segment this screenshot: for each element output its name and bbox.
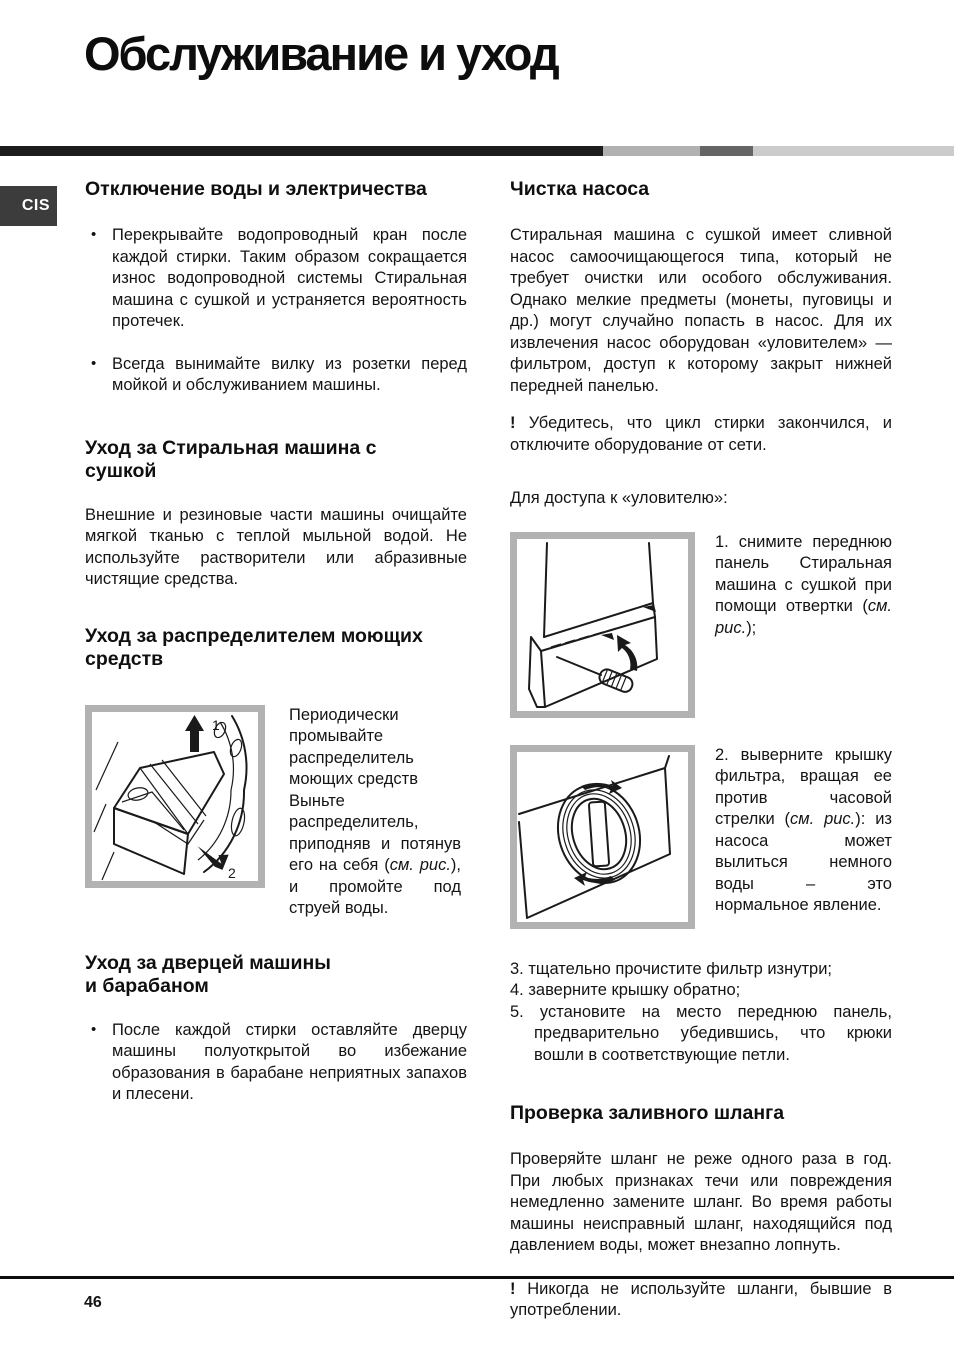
figure-label-2: 2 [228,864,236,881]
pump-warning: ! Убедитесь, что цикл стирки закончился, и отключите оборудование от сети. [510,414,892,454]
bullet-text: После каждой стирки оставляйте дверцу машины полуоткрытой во избежание образования в барабане неприятных запахов и плесени. [112,1020,467,1103]
step2-side-text: 2. выверните крышку фильтра, вращая ее против часовой стрелки (см. рис.): из насоса может вылиться немного воды – это нормальное явление. [715,745,892,914]
section-heading-dispenser-care: Уход за распределителем моющих средств [85,624,423,670]
machine-care-paragraph: Внешние и резиновые части машины очищайте мягкой тканью с теплой мыльной водой. Не используйте растворители или абразивные чистящие средства. [85,505,467,588]
step-item: 3. тщательно прочистите фильтр изнутри; [510,959,833,978]
door-drum-bullets [85,1020,467,1106]
step1-side-text: 1. снимите переднюю панель Стиральная машина с сушкой при помощи отвертки (см. рис.); [715,532,892,637]
filter-cap-figure-row [510,745,892,929]
access-intro: Для доступа к «уловителю»: [510,489,728,507]
up-arrow-icon [190,730,199,752]
seam-arrow-icon [601,633,614,640]
footer-rule [0,1276,954,1279]
step-item: 5. установите на место переднюю панель, предварительно убедившись, что крюки вошли в соответствующие петли. [510,1002,892,1064]
panel-removal-illustration [510,532,695,718]
section-heading-machine-care: Уход за Стиральная машина с сушкой [85,436,377,482]
section-heading-water-power: Отключение воды и электричества [85,178,427,200]
drawer-rim [114,752,224,834]
filter-cap-rings [546,774,653,894]
bullet-text: Всегда вынимайте вилку из розетки перед мойкой и обслуживанием машины. [112,354,467,394]
bullet-glyph: • [91,354,97,372]
accent-bar [0,146,954,156]
dispenser-illustration [85,705,265,888]
section-heading-hose: Проверка заливного шланга [510,1102,785,1124]
filter-cap-illustration [510,745,695,929]
detail-hole [228,737,244,757]
panel-seam [541,603,655,651]
hose-paragraph: Проверяйте шланг не реже одного раза в год. При любых признаках течи или повреждения немедленно замените шланг. Во время работы машины неисправный шланг, находящийся под давлением воды, может внезапно лопнуть. [510,1150,892,1254]
pump-paragraph: Стиральная машина с сушкой имеет сливной насос самоочищающегося типа, который не требует очистки или особого обслуживания. Однако мелкие предметы (монеты, пуговицы и др.) могут случайно попасть в насос. Для их извлечения насос оборудован «уловителем» — фильтром, доступ к которому закрыт нижней передней панелью. [510,226,892,395]
panel-removal-figure-row [510,532,892,718]
bullet-text: Перекрывайте водопроводный кран после каждой стирки. Таким образом сокращается износ водопроводной системы Стиральная машина с сушкой и устраняется вероятность протечек. [112,226,467,330]
plinth-corner [529,637,545,707]
dispenser-drawing [92,712,258,881]
accent-bar-segment [603,146,700,156]
bullet-glyph: • [91,226,97,243]
panel-removal-drawing [517,539,688,711]
accent-bar-segment [700,146,753,156]
drawer-dividers [140,760,206,834]
page-title: Обслуживание и уход [84,27,558,80]
screwdriver-shaft [557,657,601,675]
up-arrow-head [185,715,204,731]
bullet-item [85,1020,467,1106]
door-arc-inner [198,722,233,860]
region-badge: CIS [0,186,57,226]
detail-slot [229,807,247,837]
accent-bar-segment [753,146,954,156]
hose-warning: ! Никогда не используйте шланги, бывшие в употреблении. [510,1279,892,1319]
drawer-edge [122,792,184,830]
pump-steps-list [510,959,892,1067]
lever-arrow-icon [617,635,637,671]
page-number: 46 [84,1294,102,1311]
section-heading-pump: Чистка насоса [510,178,650,200]
accent-bar-segment [0,146,603,156]
water-power-bullets [85,225,467,397]
dispenser-side-text: Периодически промывайте распределитель моющих средств Выньте распределитель, приподняв и потянув его на себя (см. рис.), и промойте под струей воды. [289,705,461,917]
dispenser-figure-row [85,705,467,920]
step-item: 4. заверните крышку обратно; [510,981,741,999]
panel-edges [519,756,670,918]
right-column [510,178,892,1322]
figure-label-1: 1 [212,716,220,733]
left-column [85,178,467,1127]
bullet-item [85,225,467,333]
bullet-glyph: • [91,1020,97,1038]
filter-cap-drawing [517,752,688,922]
section-heading-door-drum: Уход за дверцей машины и барабаном [85,951,331,997]
bullet-item [85,354,467,397]
